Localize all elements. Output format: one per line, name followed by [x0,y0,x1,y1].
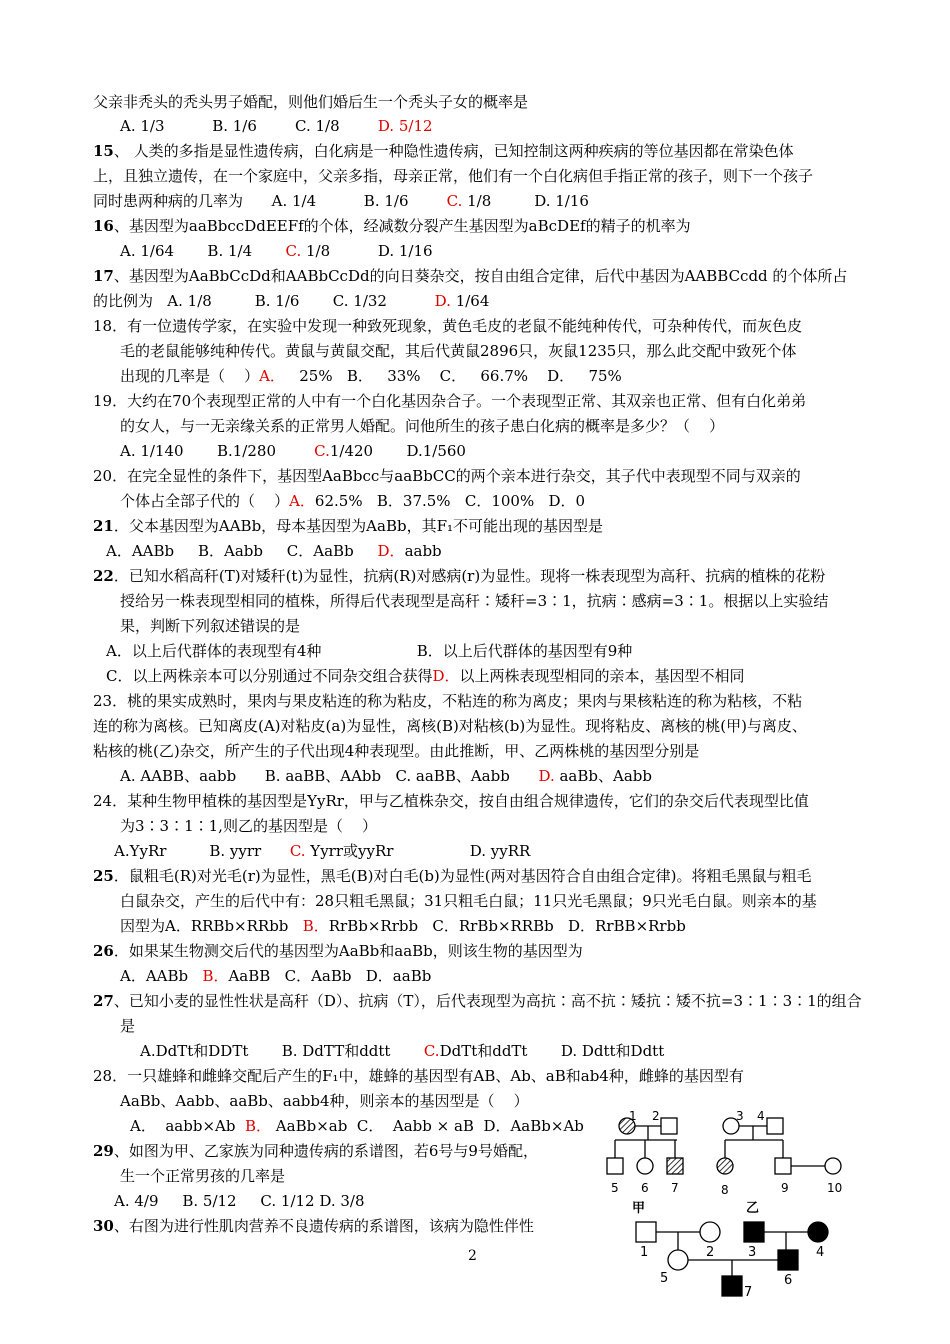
answer-mark: C. [423,1042,440,1060]
text-line [93,941,583,961]
individual-1 [636,1222,656,1242]
label-5: 5 [660,1271,669,1286]
text-line [106,541,442,561]
individual-6 [637,1158,653,1174]
label-4: 4 [757,1110,765,1123]
text-run: 果，判断下列叙述错误的是 [120,617,301,635]
text-run: 1/8 D. 1/16 [301,242,433,260]
text-run: 、如图为甲、乙家族为同种遗传病的系谱图，若6号与9号婚配， [113,1142,538,1160]
label-3: 3 [736,1110,744,1123]
text-line [93,866,812,886]
label-2: 2 [652,1110,660,1123]
text-run: 29 [93,1142,114,1160]
text-run: 出现的几率是（ ） [120,367,260,385]
answer-mark: D． [377,542,405,560]
text-run: 个体占全部子代的（ ） [120,492,290,510]
answer-mark: B． [202,967,229,985]
text-run: AaBb×ab C． Aabb × aB D．AaBb×Ab [271,1117,584,1135]
text-run: 、基因型为AaBbCcDd和AABbCcDd的向日葵杂交，按自由组合定律，后代中基因为AABBCcdd 的个体所占 [113,267,848,285]
text-line [93,791,809,811]
text-run: 、已知小麦的显性性状是高秆（D）、抗病（T），后代表现型为高抗∶高不抗∶矮抗∶矮不抗=3∶1∶3∶1的组合 [113,992,862,1010]
text-run: RrBb×Rrbb C．RrBb×RRBb D．RrBB×Rrbb [328,917,686,935]
text-line [93,691,802,711]
text-run: DdTt和ddTt D. Ddtt和Ddtt [439,1042,665,1060]
label-6: 6 [784,1273,793,1288]
answer-mark: A． [259,367,285,385]
text-run: A. 1/64 B. 1/4 [120,242,286,260]
answer-mark: C. [285,242,302,260]
label-1: 1 [629,1110,637,1123]
label-3: 3 [748,1245,757,1260]
label-1: 1 [640,1245,649,1260]
label-7: 7 [671,1181,679,1195]
text-run: 62.5% B．37.5% C．100% D．0 [314,492,586,510]
text-run: 父亲非秃头的秃头男子婚配，则他们婚后生一个秃头子女的概率是 [93,93,529,111]
text-line [120,916,686,936]
page-number: 2 [468,1248,477,1264]
text-run: 16 [93,217,114,235]
answer-mark: C. [314,442,330,460]
text-run: 是 [120,1017,136,1035]
text-line [93,391,806,411]
text-line [120,491,585,511]
text-run: ．鼠粗毛(R)对光毛(r)为显性，黑毛(B)对白毛(b)为显性(两对基因符合自由组合定律)。将粗毛黑鼠与粗毛 [113,867,812,885]
text-line [93,741,699,761]
text-line [93,141,794,161]
text-run: 、基因型为aaBbccDdEEFf的个体，经减数分裂产生基因型为aBcDEf的精子的机率为 [113,217,691,235]
text-run: ．已知水稻高秆(T)对矮秆(t)为显性，抗病(R)对感病(r)为显性。现将一株表现型为高秆、抗病的植株的花粉 [113,567,826,585]
individual-2 [661,1118,677,1134]
text-run: A. 1/3 B. 1/6 C. 1/8 [120,117,378,135]
text-line [114,841,530,861]
text-run: aaBb、Aabb [554,767,652,785]
answer-mark: B． [245,1117,272,1135]
answer-mark: D． [432,667,460,685]
text-line [114,1191,365,1211]
text-line [93,92,528,112]
individual-9 [775,1158,791,1174]
individual-5 [668,1250,688,1270]
text-run: 24．某种生物甲植株的基因型是YyRr，甲与乙植株杂交，按自由组合规律遗传，它们的杂交后代表现型比值 [93,792,809,810]
text-run: 授给另一株表现型相同的植株，所得后代表现型是高秆∶矮秆=3∶1，抗病∶感病=3∶1。根据以上实验结 [120,592,829,610]
text-run: 23．桃的果实成熟时，果肉与果皮粘连的称为粘皮，不粘连的称为离皮；果肉与果核粘连的称为粘核，不粘 [93,692,803,710]
answer-mark: B． [302,917,329,935]
text-line [93,166,813,186]
text-line [120,1016,135,1036]
individual-7 [667,1158,683,1174]
text-line [93,1141,538,1161]
text-run: A.YyRr B. yyrr [114,842,290,860]
text-run: 毛的老鼠能够纯种传代。黄鼠与黄鼠交配，其后代黄鼠2896只，灰鼠1235只，那么此交配中致死个体 [120,342,797,360]
text-line [120,966,431,986]
answer-mark: D. 5/12 [377,117,433,135]
text-run: 30 [93,1217,114,1235]
text-run: 生一个正常男孩的几率是 [120,1167,286,1185]
text-run: ．父本基因型为AABb，母本基因型为AaBb，其F₁不可能出现的基因型是 [113,517,603,535]
text-run: A．以上后代群体的表现型有4种 B．以上后代群体的基因型有9种 [106,642,633,660]
text-line [93,516,603,536]
answer-mark: D. [434,292,451,310]
text-run: 因型为A．RRBb×RRbb [120,917,303,935]
text-line [120,1091,529,1111]
text-run: 、右图为进行性肌肉营养不良遗传病的系谱图，该病为隐性伴性 [113,1217,534,1235]
text-line [93,266,847,286]
text-line [120,766,652,786]
text-line [120,1166,285,1186]
text-line [120,441,466,461]
individual-4 [767,1118,783,1134]
individual-2 [700,1222,720,1242]
label-7: 7 [744,1285,753,1300]
text-run: 22 [93,567,114,585]
text-run: 为3∶3∶1∶1,则乙的基因型是（ ） [120,817,378,835]
text-run: 17 [93,267,114,285]
text-line [120,591,828,611]
text-run: 19．大约在70个表现型正常的人中有一个白化基因杂合子。一个表现型正常、其双亲也正常、但有白化弟弟 [93,392,807,410]
text-line [106,641,632,661]
answer-mark: C. [446,192,463,210]
text-run: Yyrr或yyRr D. yyRR [305,842,531,860]
individual-6 [778,1250,798,1270]
pedigree-chart-q30 [628,1196,888,1306]
pedigree-title-mark: 乙 [746,1201,760,1216]
label-8: 8 [721,1183,729,1197]
text-run: 以上两株表现型相同的亲本，基因型不相同 [459,667,745,685]
label-4: 4 [816,1245,825,1260]
text-run: 18．有一位遗传学家，在实验中发现一种致死现象，黄色毛皮的老鼠不能纯种传代，可杂种传代，而灰色皮 [93,317,803,335]
text-line [93,716,807,736]
text-run: 同时患两种病的几率为 A. 1/4 B. 1/6 [93,192,447,210]
text-line [93,191,589,211]
text-line [93,991,862,1011]
label-9: 9 [781,1181,789,1195]
text-run: 1/8 D. 1/16 [462,192,589,210]
text-line [93,1066,744,1086]
text-run: A. 1/140 B.1/280 [120,442,315,460]
text-run: 、 人类的多指是显性遗传病，白化病是一种隐性遗传病，已知控制这两种疾病的等位基因都在常染色体 [113,142,794,160]
text-run: 25 [93,867,114,885]
text-run: A. AABB、aabb B. aaBB、AAbb C. aaBB、Aabb [120,767,539,785]
text-run: C．以上两株亲本可以分别通过不同杂交组合获得 [106,667,433,685]
label-6: 6 [641,1181,649,1195]
text-line [120,616,300,636]
text-run: 26 [93,942,114,960]
text-run: A. 4/9 B. 5/12 C. 1/12 D. 3/8 [114,1192,365,1210]
text-run: A．AABb [120,967,203,985]
individual-10 [825,1158,841,1174]
text-line [120,891,817,911]
text-run: 25% B． 33% C． 66.7% D． 75% [284,367,622,385]
text-line [120,116,433,136]
pedigree-title: 甲 [632,1201,646,1216]
text-line [120,366,622,386]
individual-4 [808,1222,828,1242]
text-run: 上，且独立遗传，在一个家庭中，父亲多指，母亲正常，他们有一个白化病但手指正常的孩子，则下一个孩子 [93,167,814,185]
individual-7 [722,1276,742,1296]
text-run: 27 [93,992,114,1010]
text-run: 21 [93,517,114,535]
text-run: ．如果某生物测交后代的基因型为AaBb和aaBb，则该生物的基因型为 [113,942,583,960]
label-10: 10 [827,1181,843,1195]
text-run: 白鼠杂交，产生的后代中有：28只粗毛黑鼠；31只粗毛白鼠；11只光毛黑鼠；9只光毛白鼠。则亲本的基 [120,892,817,910]
text-line [93,316,802,336]
text-run: 28．一只雄蜂和雌蜂交配后产生的F₁中，雄蜂的基因型有AB、Ab、aB和ab4种，雌蜂的基因型有 [93,1067,744,1085]
individual-8 [717,1158,733,1174]
text-run: 的女人，与一无亲缘关系的正常男人婚配。问他所生的孩子患白化病的概率是多少？（ ） [120,417,725,435]
text-run: 20．在完全显性的条件下，基因型AaBbcc与aaBbCC的两个亲本进行杂交，其子代中表现型不同与双亲的 [93,467,801,485]
text-run: aabb [404,542,442,560]
text-run: 粘核的桃(乙)杂交，所产生的子代出现4种表现型。由此推断，甲、乙两株桃的基因型分别是 [93,742,700,760]
text-line [130,1116,584,1136]
answer-mark: A． [289,492,315,510]
answer-mark: C. [289,842,306,860]
individual-5 [607,1158,623,1174]
text-line [106,666,745,686]
text-run: 连的称为离核。已知离皮(A)对粘皮(a)为显性，离核(B)对粘核(b)为显性。现将粘皮、离核的桃(甲)与离皮、 [93,717,807,735]
text-run: A.DdTt和DDTt B. DdTT和ddtt [140,1042,424,1060]
text-run: 1/64 [450,292,490,310]
text-run: 的比例为 A. 1/8 B. 1/6 C. 1/32 [93,292,435,310]
text-line [93,466,801,486]
text-run: A． aabb×Ab [130,1117,245,1135]
text-run: AaBb、Aabb、aaBb、aabb4种，则亲本的基因型是（ ） [120,1092,529,1110]
text-run: AaBB C．AaBb D．aaBb [228,967,432,985]
text-line [93,566,825,586]
text-line [120,241,433,261]
individual-3 [744,1222,764,1242]
text-line [120,416,724,436]
answer-mark: D. [538,767,555,785]
pedigree-chart-q29 [605,1110,885,1200]
text-line [93,1216,534,1236]
text-run: 1/420 D.1/560 [329,442,466,460]
text-line [93,216,691,236]
text-run: 15 [93,142,114,160]
text-line [93,291,489,311]
text-line [120,816,377,836]
text-line [140,1041,664,1061]
label-5: 5 [611,1181,619,1195]
text-run: A．AABb B．Aabb C．AaBb [106,542,378,560]
label-2: 2 [706,1245,715,1260]
text-line [120,341,796,361]
